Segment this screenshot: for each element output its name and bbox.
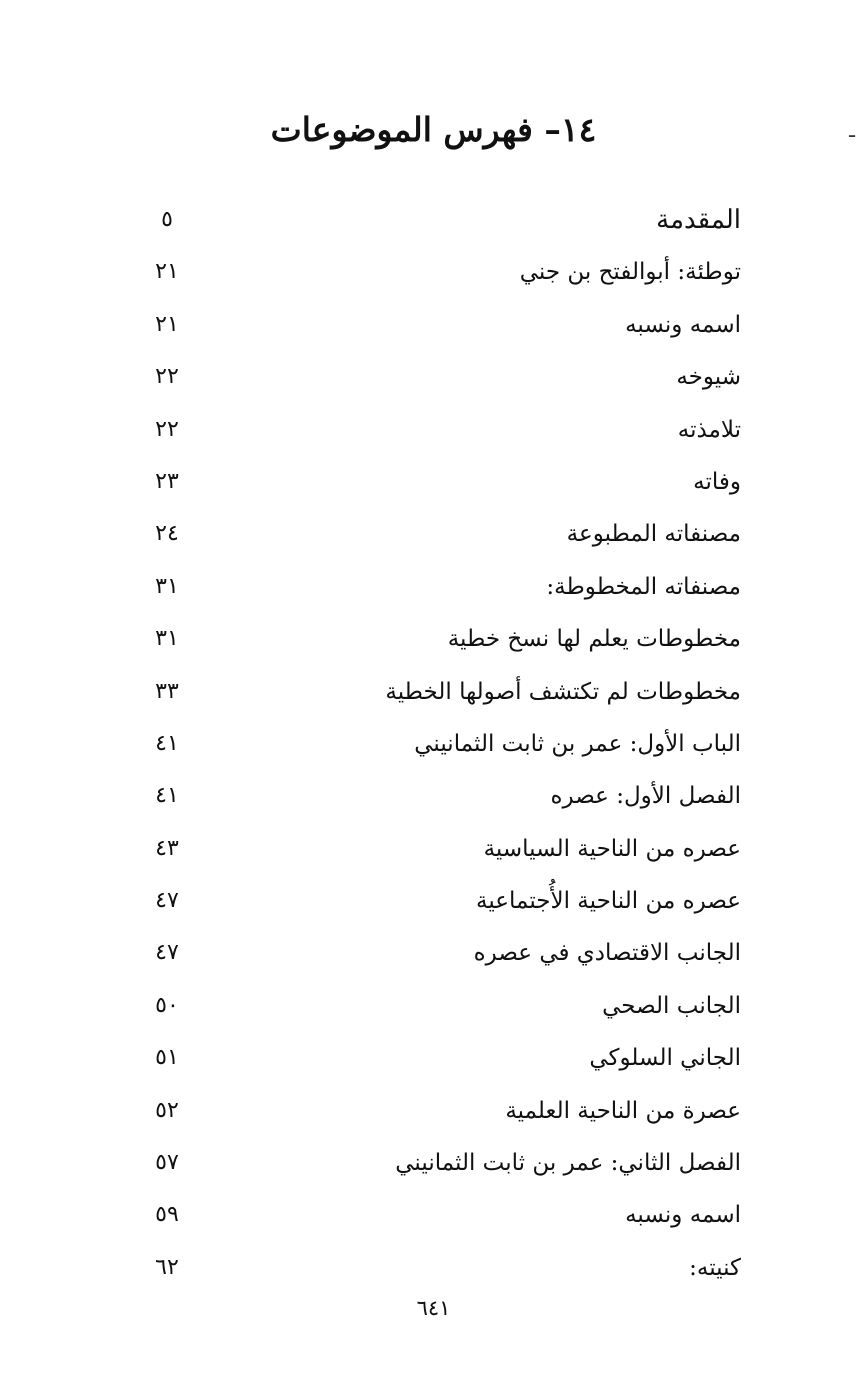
toc-entry: الجانب الاقتصادي في عصره — [473, 940, 741, 967]
toc-entry: عصره من الناحية السياسية — [483, 835, 741, 862]
toc-page-number: ٥٩ — [155, 1202, 179, 1228]
toc-page-number: ٦٢ — [155, 1254, 179, 1280]
toc-entry: تلامذته — [677, 416, 741, 443]
toc-entry: الباب الأول: عمر بن ثابت الثمانيني — [414, 730, 741, 757]
toc-row — [0, 1191, 867, 1243]
toc-row — [0, 668, 867, 720]
toc-row — [0, 720, 867, 772]
toc-page-number: ٤١ — [155, 730, 179, 756]
toc-page-number: ٤٧ — [155, 888, 179, 914]
toc-entry: عصره من الناحية الأُجتماعية — [476, 888, 741, 915]
toc-row — [0, 1139, 867, 1191]
toc-page-number: ٥ — [161, 207, 173, 232]
toc-entry: كنيته: — [689, 1254, 741, 1281]
toc-entry: مخطوطات يعلم لها نسخ خطية — [447, 626, 741, 653]
toc-entry: الفصل الثاني: عمر بن ثابت الثمانيني — [395, 1150, 741, 1177]
toc-row — [0, 1087, 867, 1139]
toc-entry: الفصل الأول: عصره — [550, 783, 741, 810]
toc-page-number: ٤٧ — [155, 940, 179, 966]
toc-entry: مصنفاته المطبوعة — [566, 521, 741, 548]
toc-row — [0, 248, 867, 300]
page-title: ١٤– فهرس الموضوعات — [270, 110, 597, 149]
toc-entry: الجانب الصحي — [602, 992, 741, 1019]
toc-row — [0, 406, 867, 458]
toc-row — [0, 510, 867, 562]
toc-page-number: ٤١ — [155, 783, 179, 809]
toc-row — [0, 772, 867, 824]
toc-entry: اسمه ونسبه — [625, 1202, 741, 1229]
toc-entry: الجاني السلوكي — [589, 1045, 741, 1072]
toc-page-number: ٣١ — [155, 626, 179, 652]
toc-row — [0, 615, 867, 667]
toc-row — [0, 1034, 867, 1086]
toc-page-number: ٤٣ — [155, 835, 179, 861]
toc-page-number: ٢١ — [155, 311, 179, 337]
toc-entry: عصرة من الناحية العلمية — [505, 1097, 741, 1124]
toc-page-number: ٥٧ — [155, 1150, 179, 1176]
toc-row — [0, 563, 867, 615]
toc-entry: المقدمة — [656, 205, 741, 235]
toc-entry: وفاته — [693, 468, 741, 495]
toc-row — [0, 301, 867, 353]
toc-entry: مصنفاته المخطوطة: — [546, 573, 741, 600]
toc-row — [0, 825, 867, 877]
toc-page-number: ٥٢ — [155, 1097, 179, 1123]
toc-row — [0, 196, 867, 248]
toc-entry: اسمه ونسبه — [625, 311, 741, 338]
toc-page-number: ٢٢ — [155, 416, 179, 442]
toc-page-number: ٢٣ — [155, 468, 179, 494]
toc-entry: توطئة: أبوالفتح بن جني — [519, 259, 741, 286]
toc-page-number: ٣١ — [155, 573, 179, 599]
table-of-contents — [0, 196, 867, 1296]
toc-page-number: ٣٣ — [155, 678, 179, 704]
toc-entry: مخطوطات لم تكتشف أصولها الخطية — [385, 678, 741, 705]
corner-mark: ـ — [849, 118, 855, 142]
page-number-footer: ٦٤١ — [416, 1296, 451, 1320]
toc-page-number: ٥١ — [155, 1045, 179, 1071]
toc-page-number: ٢٢ — [155, 364, 179, 390]
toc-page-number: ٥٠ — [155, 992, 179, 1018]
toc-page-number: ٢١ — [155, 259, 179, 285]
toc-row — [0, 982, 867, 1034]
toc-row — [0, 458, 867, 510]
toc-page-number: ٢٤ — [155, 521, 179, 547]
toc-entry: شيوخه — [676, 364, 741, 391]
toc-row — [0, 1244, 867, 1296]
toc-row — [0, 877, 867, 929]
toc-row — [0, 929, 867, 981]
toc-row — [0, 353, 867, 405]
